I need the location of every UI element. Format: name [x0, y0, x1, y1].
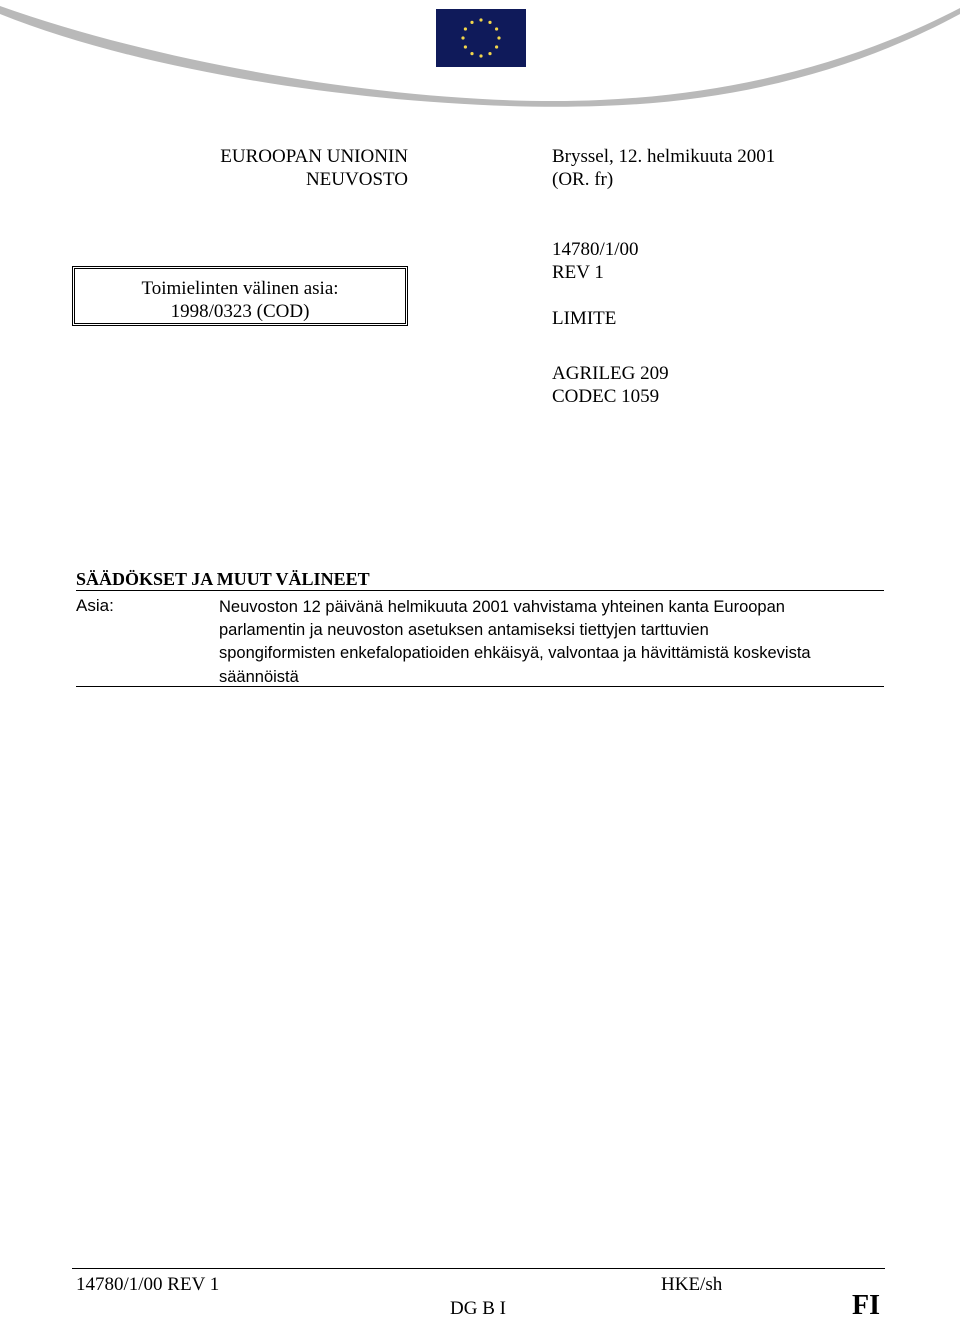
flag-star-icon	[470, 52, 473, 55]
footer-divider	[72, 1268, 885, 1269]
flag-star-icon	[461, 36, 464, 39]
divider	[76, 590, 884, 591]
council-name-line: EUROOPAN UNIONIN	[220, 146, 408, 167]
interinstitutional-file-box	[72, 266, 408, 326]
procedure-number: 1998/0323 (COD)	[170, 301, 310, 322]
subject-line: spongiformisten enkefalopatioiden ehkäisyä, valvontaa ja hävittämistä koskevista	[219, 644, 811, 663]
eu-flag-icon	[436, 9, 526, 67]
flag-star-icon	[470, 21, 473, 24]
document-code: AGRILEG 209	[552, 363, 669, 384]
flag-star-icon	[497, 36, 500, 39]
footer-document-reference: 14780/1/00 REV 1	[76, 1274, 220, 1295]
section-title: SÄÄDÖKSET JA MUUT VÄLINEET	[76, 569, 370, 589]
document-codes	[552, 362, 669, 408]
procedure-label: Toimielinten välinen asia:	[141, 278, 339, 299]
council-name-line: NEUVOSTO	[305, 169, 408, 190]
place-date	[552, 145, 932, 191]
footer-initials: HKE/sh	[661, 1274, 723, 1295]
document-reference	[552, 238, 852, 284]
subject-line: parlamentin ja neuvoston asetuksen antamiseksi tiettyjen tarttuvien	[219, 621, 709, 640]
document-revision: REV 1	[552, 262, 604, 283]
footer-language-code: FI	[852, 1290, 880, 1321]
flag-star-icon	[479, 54, 482, 57]
flag-star-icon	[495, 45, 498, 48]
flag-star-icon	[488, 21, 491, 24]
subject-line: säännöistä	[219, 667, 299, 686]
flag-star-icon	[464, 27, 467, 30]
council-name	[170, 145, 408, 191]
place-date-line: Bryssel, 12. helmikuuta 2001	[552, 146, 776, 167]
flag-star-icon	[495, 27, 498, 30]
flag-star-icon	[464, 45, 467, 48]
original-language: (OR. fr)	[552, 169, 614, 190]
subject-label: Asia:	[76, 596, 114, 615]
divider	[76, 686, 884, 687]
document-number: 14780/1/00	[552, 239, 639, 260]
subject-text	[219, 596, 884, 689]
footer-directorate: DG B I	[450, 1298, 506, 1319]
classification: LIMITE	[552, 308, 617, 329]
subject-line: Neuvoston 12 päivänä helmikuuta 2001 vahvistama yhteinen kanta Euroopan	[219, 598, 785, 616]
document-code: CODEC 1059	[552, 386, 660, 407]
flag-star-icon	[488, 52, 491, 55]
flag-star-icon	[479, 18, 482, 21]
